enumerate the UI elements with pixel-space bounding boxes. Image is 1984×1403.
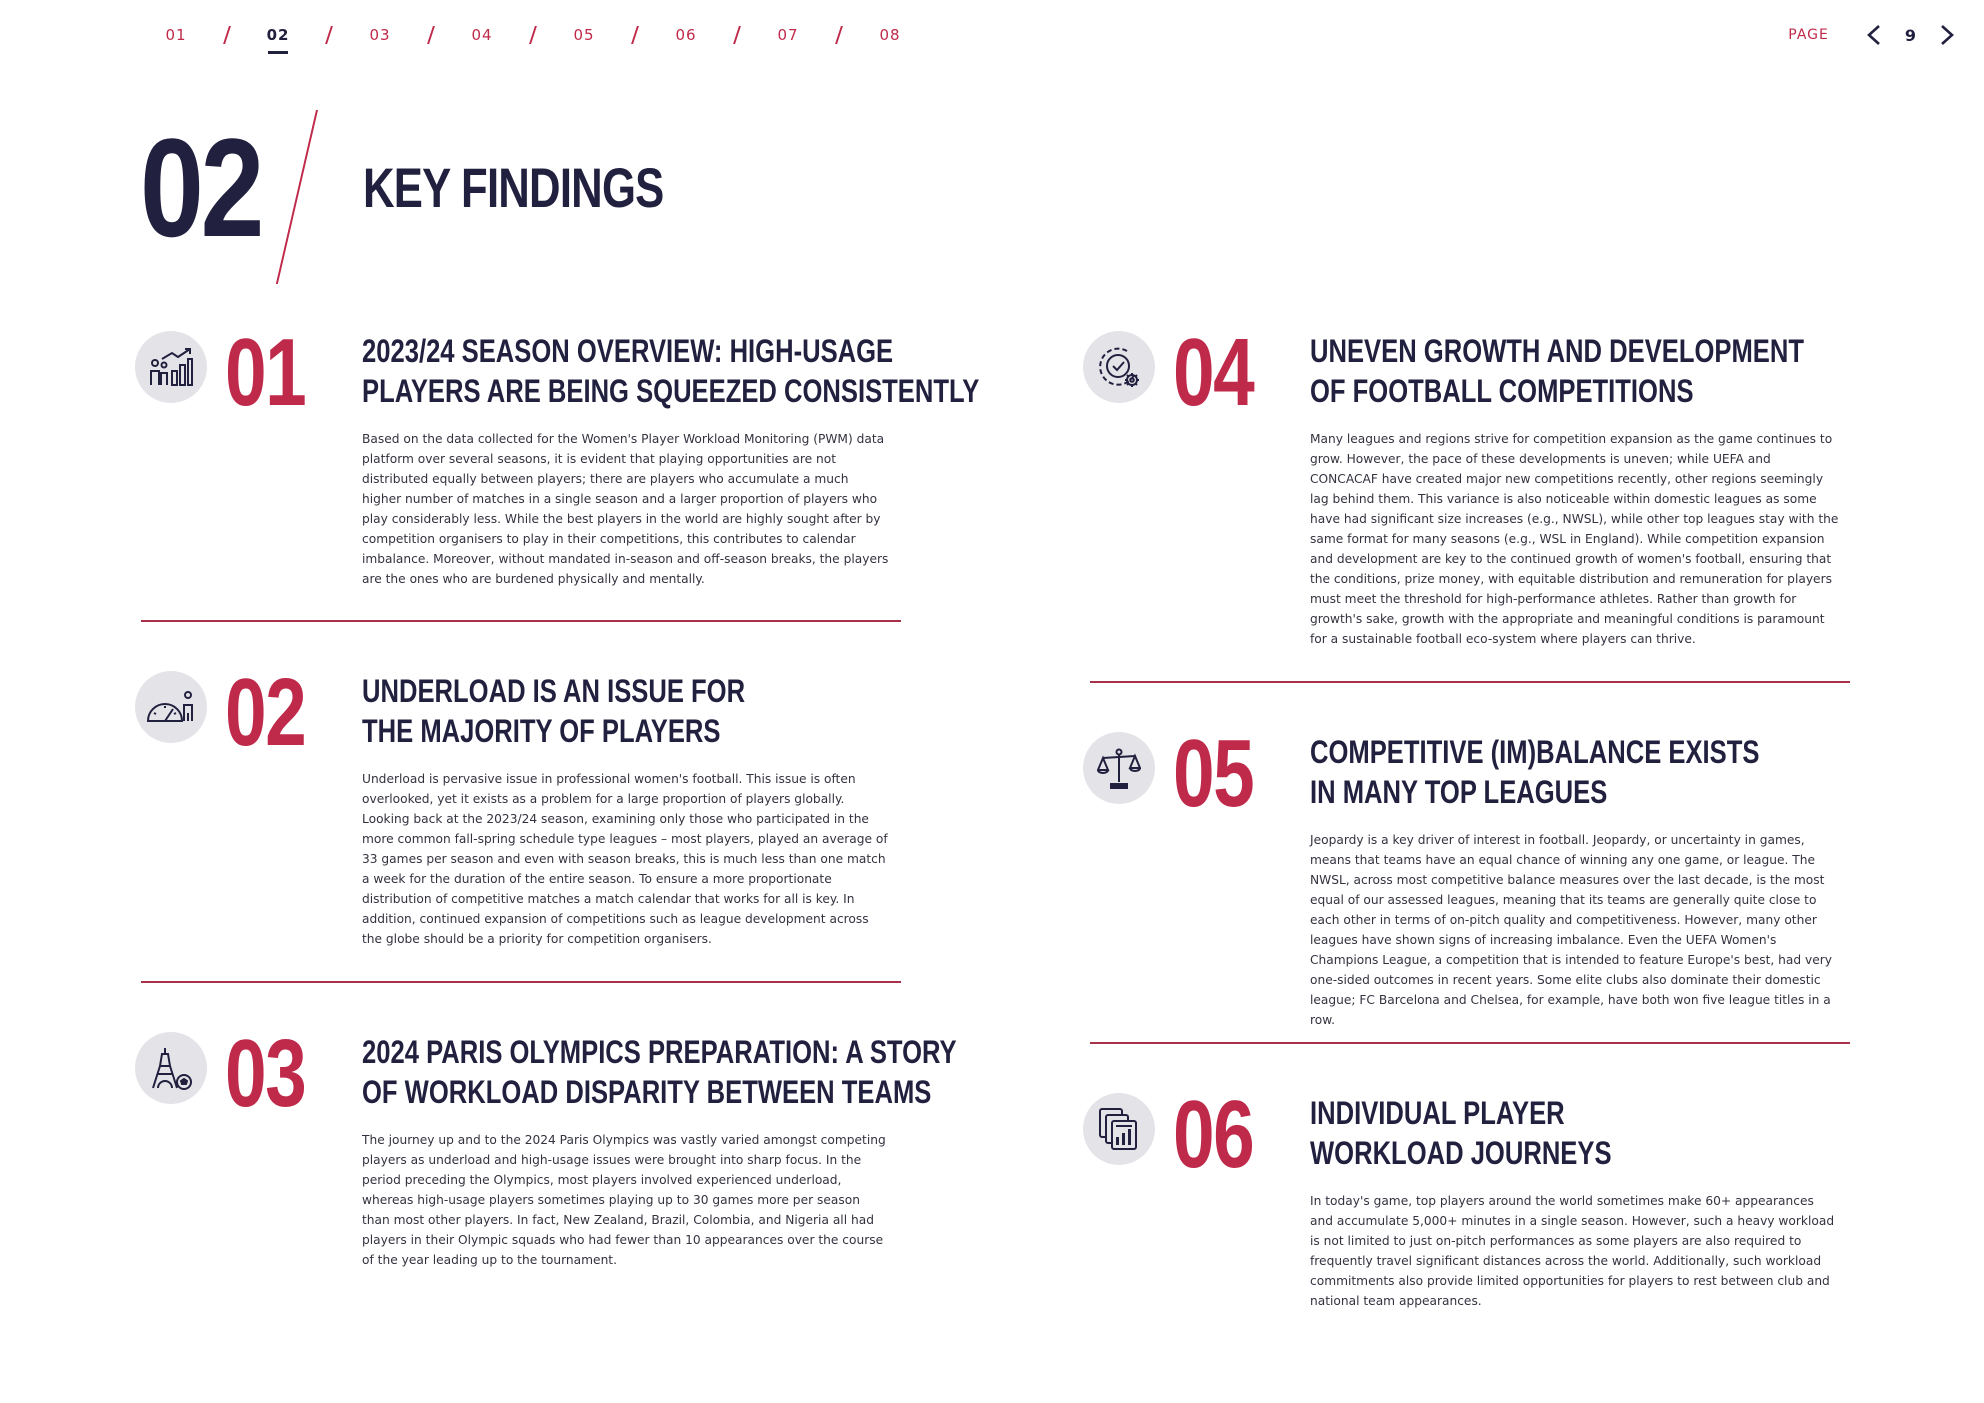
- nav-separator: [508, 22, 558, 48]
- finding-number: 02: [225, 659, 306, 766]
- target-gear-icon: [1097, 345, 1141, 389]
- chevron-right-icon: [1939, 24, 1955, 46]
- nav-item-08[interactable]: 08: [879, 26, 901, 44]
- page-pager: [1788, 22, 1960, 48]
- finding-title: [1310, 732, 1854, 812]
- finding-divider: [1090, 1042, 1850, 1044]
- nav-item-05[interactable]: 05: [573, 26, 595, 44]
- finding-title-line: UNEVEN GROWTH AND DEVELOPMENT: [1310, 333, 1804, 369]
- finding-number: 03: [225, 1020, 306, 1127]
- finding-number: 06: [1173, 1081, 1254, 1188]
- finding-icon-badge: [1083, 331, 1155, 403]
- finding-number: 04: [1173, 319, 1254, 426]
- finding-icon-badge: [135, 1032, 207, 1104]
- finding-number: 01: [225, 319, 306, 426]
- finding-icon-badge: [135, 331, 207, 403]
- growth-chart-people-icon: [148, 347, 194, 387]
- chapter-nav: [150, 22, 916, 48]
- finding-icon-badge: [135, 671, 207, 743]
- finding-title: [362, 1032, 957, 1112]
- nav-separator: [712, 22, 762, 48]
- finding-icon-badge: [1083, 732, 1155, 804]
- next-page-button[interactable]: [1934, 22, 1960, 48]
- nav-item-03[interactable]: 03: [369, 26, 391, 44]
- finding-divider: [141, 620, 901, 622]
- finding-title-line: THE MAJORITY OF PLAYERS: [362, 713, 721, 749]
- finding-divider: [1090, 681, 1850, 683]
- finding-number: 05: [1173, 720, 1254, 827]
- finding-title-line: PLAYERS ARE BEING SQUEEZED CONSISTENTLY: [362, 373, 980, 409]
- finding-title-line: OF WORKLOAD DISPARITY BETWEEN TEAMS: [362, 1074, 932, 1110]
- section-slash-divider: [276, 110, 318, 284]
- finding-title-line: 2023/24 SEASON OVERVIEW: HIGH-USAGE: [362, 333, 894, 369]
- nav-item-04[interactable]: 04: [471, 26, 493, 44]
- previous-page-button[interactable]: [1861, 22, 1887, 48]
- finding-icon-badge: [1083, 1093, 1155, 1165]
- nav-separator: [406, 22, 456, 48]
- nav-separator: [304, 22, 354, 48]
- finding-divider: [141, 981, 901, 983]
- report-documents-icon: [1098, 1107, 1140, 1151]
- finding-title: [1310, 331, 1854, 411]
- finding-title-line: COMPETITIVE (IM)BALANCE EXISTS: [1310, 734, 1760, 770]
- finding-body: Based on the data collected for the Women's Player Workload Monitoring (PWM) data platform over several seasons, it is evident that playing opportunities are not distributed equally between players; there are players who accumulate a much higher number of matches in a single season and a larger proportion of players who play considerably less. While the best players in the world are highly sought after by competition organisers to play in their competitions, this contributes to calendar imbalance. Moreover, without mandated in-season and off-season breaks, the players are the ones who are burdened physically and mentally.: [362, 431, 889, 586]
- nav-item-06[interactable]: 06: [675, 26, 697, 44]
- finding-title-line: OF FOOTBALL COMPETITIONS: [1310, 373, 1694, 409]
- finding-title-line: WORKLOAD JOURNEYS: [1310, 1135, 1612, 1171]
- nav-separator: [814, 22, 864, 48]
- nav-separator: [202, 22, 252, 48]
- eiffel-tower-ball-icon: [149, 1046, 193, 1090]
- finding-body: Underload is pervasive issue in professional women's football. This issue is often overlooked, yet it exists as a problem for a large proportion of players globally. Looking back at the 2023/24 season, examining only those who participated in the more common fall-spring schedule type leagues – most players, played an average of 33 games per season and even with season breaks, this is much less than one match a week for the duration of the entire season. To ensure a more proportionate distribution of competitive matches a match calendar that works for all is key. In addition, continued expansion of competitions such as league development across the globe should be a priority for competition organisers.: [362, 771, 888, 946]
- finding-title: [362, 331, 980, 411]
- finding-body: The journey up and to the 2024 Paris Olympics was vastly varied amongst competing players as underload and high-usage issues were brought into sharp focus. In the period preceding the Olympics, most players involved experienced underload, whereas high-usage players sometimes playing up to 30 games more per season than most other players. In fact, New Zealand, Brazil, Colombia, and Nigeria all had players in their Olympic squads who had fewer than 10 appearances over the course of the year leading up to the tournament.: [362, 1132, 886, 1267]
- finding-title-line: INDIVIDUAL PLAYER: [1310, 1095, 1565, 1131]
- finding-body: In today's game, top players around the world sometimes make 60+ appearances and accumulate 5,000+ minutes in a single season. However, such a heavy workload is not limited to just on-pitch performances as some players are also required to frequently travel significant distances across the world. Additionally, such workload commitments also provide limited opportunities for players to rest between club and national team appearances.: [1310, 1193, 1835, 1308]
- chevron-left-icon: [1866, 24, 1882, 46]
- gauge-player-icon: [146, 689, 196, 725]
- balance-scale-icon: [1097, 746, 1141, 790]
- nav-item-07[interactable]: 07: [777, 26, 799, 44]
- finding-body: Many leagues and regions strive for competition expansion as the game continues to grow. However, the pace of these developments is uneven; while UEFA and CONCACAF have created major new competitions recently, other regions seemingly lag behind them. This variance is also noticeable within domestic leagues as some have had significant size increases (e.g., NWSL), while other top leagues stay with the same format for many seasons (e.g., WSL in England). While competition expansion and development are key to the continued growth of women's football, ensuring that the conditions, prize money, with equitable distribution and remuneration for players must meet the threshold for high-performance athletes. Rather than growth for growth's sake, growth with the appropriate and meaningful conditions is paramount for a sustainable football eco-system where players can thrive.: [1310, 431, 1839, 646]
- finding-body: Jeopardy is a key driver of interest in football. Jeopardy, or uncertainty in games, means that teams have an equal chance of winning any one game, or league. The NWSL, across most competitive balance measures over the last decade, is the most equal of our assessed leagues, meaning that its teams are generally quite close to each other in terms of on-pitch quality and competitiveness. However, many other leagues have shown signs of increasing imbalance. Even the UEFA Women's Champions League, a competition that is intended to feature Europe's best, had very one-sided outcomes in recent years. Some elite clubs also dominate their domestic league; FC Barcelona and Chelsea, for example, have both won five league titles in a row.: [1310, 832, 1833, 1027]
- finding-title: [1310, 1093, 1854, 1173]
- nav-item-02[interactable]: 02: [252, 22, 304, 48]
- finding-title: [362, 671, 906, 751]
- page-title: KEY FINDINGS: [363, 156, 664, 219]
- page-number: 9: [1904, 25, 1916, 45]
- nav-separator: [610, 22, 660, 48]
- finding-title-line: 2024 PARIS OLYMPICS PREPARATION: A STORY: [362, 1034, 957, 1070]
- section-number: 02: [140, 109, 262, 266]
- finding-title-line: IN MANY TOP LEAGUES: [1310, 774, 1608, 810]
- nav-item-01[interactable]: 01: [165, 26, 187, 44]
- page-label: PAGE: [1788, 27, 1829, 43]
- finding-title-line: UNDERLOAD IS AN ISSUE FOR: [362, 673, 746, 709]
